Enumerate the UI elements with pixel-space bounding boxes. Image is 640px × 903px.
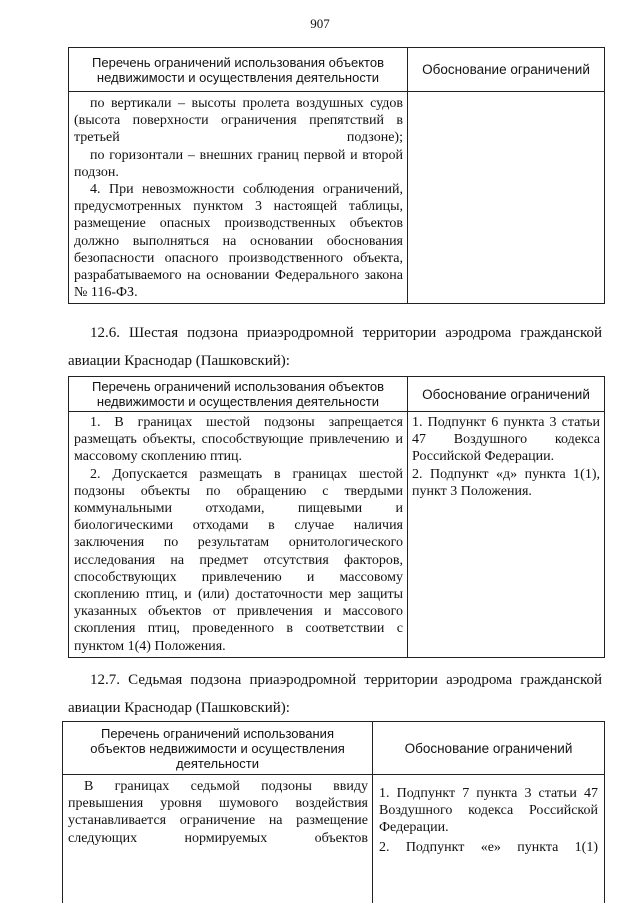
justification-cell-empty [408, 92, 605, 304]
section-heading-12-6: 12.6. Шестая подзона приаэродромной территории аэродрома гражданской авиации Краснодар (Пашковский): [68, 325, 602, 369]
header-justification: Обоснование ограничений [408, 48, 605, 92]
restrictions-cell [69, 92, 408, 304]
table-header-row [69, 48, 605, 92]
page-number: 907 [310, 16, 330, 31]
restriction-item-1: 1. В границах шестой подзоны запрещается размещать объекты, способствующие привлечению и массовому скоплению птиц. [74, 415, 403, 465]
header-restrictions: Перечень ограничений использования объектов недвижимости и осуществления деятельности [63, 722, 373, 775]
restrictions-table-subzone-7 [62, 721, 605, 903]
restrictions-cell [63, 775, 373, 903]
justification-item-2: 2. Подпункт «д» пункта 1(1), пункт 3 Положения. [412, 466, 600, 499]
restriction-item-4: 4. При невозможности соблюдения ограничений, предусмотренных пунктом 3 настоящей таблицы, размещение опасных производственных объектов должно выполняться на основании обоснования безопасности опасного производственного объекта, разрабатываемого на основании Федерального закона № 116-ФЗ. [74, 182, 403, 301]
table-header-row [69, 377, 605, 412]
table-row [69, 92, 605, 304]
restrictions-table-continued [68, 47, 605, 304]
restrictions-cell [69, 412, 408, 658]
restriction-item-2: 2. Допускается размещать в границах шестой подзоны объекты по обращению с твердыми коммунальными отходами, пищевыми и биологическими отходами в случае наличия заключения по результатам орнитологического исследования на предмет отсутствия факторов, способствующих привлечению и массовому скоплению птиц, и (или) достаточности мер защиты указанных объектов от привлечения и массового скопления птиц, проведенного в соответствии с пунктом 1(4) Положения. [74, 466, 403, 654]
header-restrictions: Перечень ограничений использования объектов недвижимости и осуществления деятельности [69, 48, 408, 92]
restriction-text: В границах седьмой подзоны ввиду превышения уровня шумового воздействия устанавливается ограничение на размещение следующих нормируемых объектов [68, 779, 368, 846]
header-justification: Обоснование ограничений [408, 377, 605, 412]
justification-cell [373, 775, 605, 903]
table-header-row [63, 722, 605, 775]
justification-item-1: 1. Подпункт 7 пункта 3 статьи 47 Воздушного кодекса Российской Федерации. [379, 786, 598, 836]
justification-item-2: 2. Подпункт «е» пункта 1(1) [379, 839, 598, 855]
restriction-text-horizontal: по горизонтали – внешних границ первой и второй подзон. [74, 147, 403, 180]
header-justification: Обоснование ограничений [373, 722, 605, 775]
restrictions-table-subzone-6 [68, 376, 605, 658]
restriction-text-vertical: по вертикали – высоты пролета воздушных судов (высота поверхности ограничения препятствий в третьей подзоне); [74, 96, 403, 146]
table-row [63, 775, 605, 903]
justification-item-1: 1. Подпункт 6 пункта 3 статьи 47 Воздушного кодекса Российской Федерации. [412, 415, 600, 465]
justification-cell [408, 412, 605, 658]
section-heading-12-7: 12.7. Седьмая подзона приаэродромной территории аэродрома гражданской авиации Краснодар (Пашковский): [68, 672, 602, 716]
header-restrictions: Перечень ограничений использования объектов недвижимости и осуществления деятельности [69, 377, 408, 412]
table-row [69, 412, 605, 658]
